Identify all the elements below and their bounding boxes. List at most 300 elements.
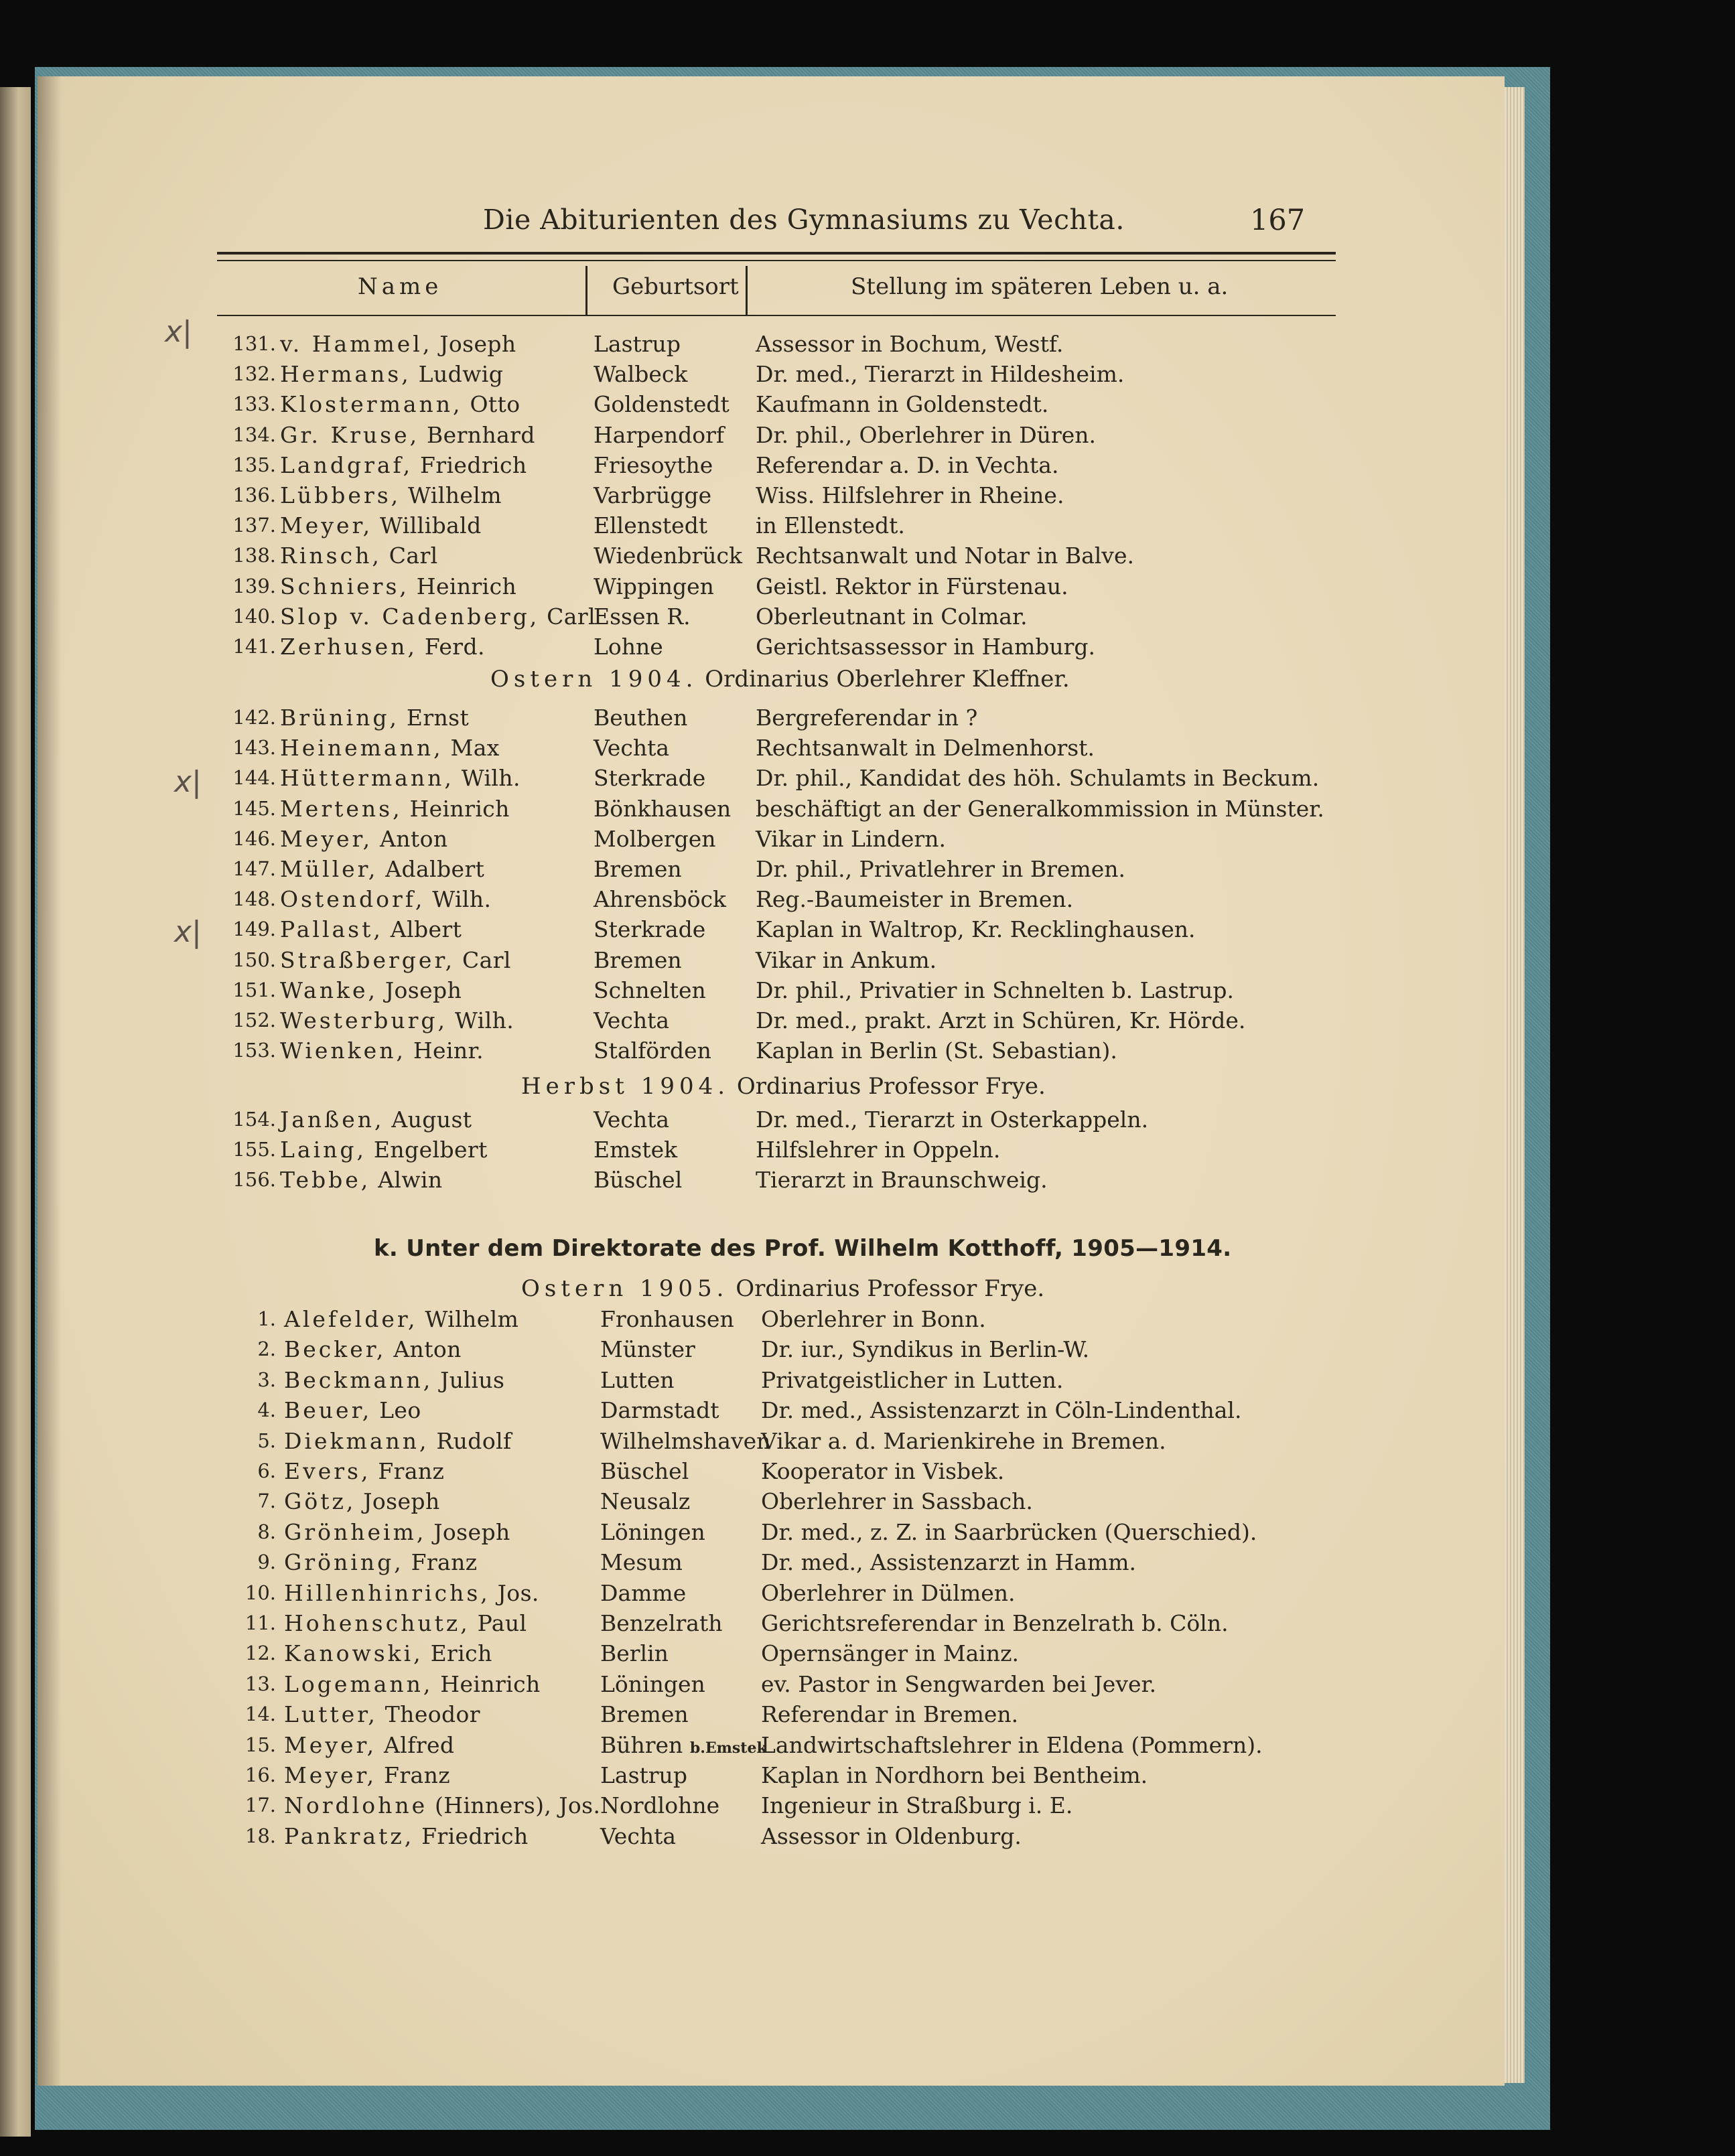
entry-number: 9. xyxy=(257,1551,276,1574)
entry-birthplace xyxy=(594,796,731,822)
table-row xyxy=(38,916,1478,946)
entry-birthplace xyxy=(600,1792,719,1818)
page-number: 167 xyxy=(1250,204,1306,237)
entry-birthplace-text: Vechta xyxy=(594,1106,670,1133)
entry-name xyxy=(280,977,462,1003)
entry-surname: Laing, xyxy=(280,1137,367,1163)
entry-given-name: Ernst xyxy=(406,705,470,731)
table-row xyxy=(38,705,1478,734)
entry-given-name: Erich xyxy=(430,1640,492,1667)
entry-birthplace xyxy=(594,1037,711,1064)
entry-birthplace xyxy=(600,1519,705,1545)
entry-birthplace xyxy=(594,482,711,508)
entry-given-name: Rudolf xyxy=(436,1427,512,1454)
column-divider xyxy=(585,266,587,315)
entry-position: Vikar in Ankum. xyxy=(756,946,937,973)
entry-number: 151. xyxy=(232,978,276,1001)
table-row xyxy=(38,1306,1478,1336)
entry-position: Oberleutnant in Colmar. xyxy=(756,603,1028,630)
entry-position: Kaplan in Berlin (St. Sebastian). xyxy=(756,1037,1117,1064)
entry-name xyxy=(284,1397,421,1423)
entry-position: Vikar in Lindern. xyxy=(756,825,946,852)
entry-birthplace-text: Schnelten xyxy=(594,977,706,1003)
entry-name xyxy=(280,916,462,942)
entry-given-name: Paul xyxy=(477,1610,527,1636)
entry-position: Dr. med., Tierarzt in Hildesheim. xyxy=(756,361,1125,388)
entry-birthplace-text: Bremen xyxy=(594,856,682,882)
entry-name xyxy=(284,1792,600,1818)
entry-birthplace xyxy=(600,1732,767,1758)
entry-birthplace-text: Vechta xyxy=(594,1007,670,1033)
entry-birthplace xyxy=(594,765,705,791)
entry-birthplace xyxy=(594,331,681,357)
table-row xyxy=(38,977,1478,1007)
entry-birthplace xyxy=(594,886,726,912)
table-row xyxy=(38,826,1478,855)
entry-position: Oberlehrer in Bonn. xyxy=(761,1306,986,1332)
entry-position: Rechtsanwalt und Notar in Balve. xyxy=(756,543,1134,569)
entry-name xyxy=(280,886,491,912)
entry-number: 145. xyxy=(232,796,276,820)
entry-name xyxy=(284,1671,541,1697)
entry-birthplace-text: Bremen xyxy=(594,946,682,973)
entry-surname: Evers, xyxy=(284,1458,371,1484)
entry-name xyxy=(284,1762,450,1788)
entry-name xyxy=(280,735,500,761)
entry-birthplace-text: Ahrensböck xyxy=(594,886,727,913)
entry-birthplace-text: Darmstadt xyxy=(600,1397,719,1424)
entry-surname: Wienken, xyxy=(280,1037,406,1064)
entry-surname: Straßberger, xyxy=(280,946,456,973)
entry-position: Bergreferendar in ? xyxy=(756,705,978,731)
entry-birthplace-text: Benzelrath xyxy=(600,1610,723,1636)
entry-position: Geistl. Rektor in Fürstenau. xyxy=(756,573,1068,599)
entry-given-name: Carl xyxy=(547,603,596,630)
entry-surname: Lutter, xyxy=(284,1701,378,1728)
entry-birthplace xyxy=(594,634,663,660)
term-season: Ostern 1904. xyxy=(490,666,698,693)
term-heading-ostern-1905 xyxy=(521,1275,1044,1302)
pencil-margin-mark: x| xyxy=(165,315,192,349)
entry-birthplace-text: Wilhelmshaven xyxy=(600,1427,771,1454)
entry-position: Dr. med., Assistenzarzt in Cöln-Lindenthal. xyxy=(761,1397,1242,1424)
entry-given-name: Heinr. xyxy=(413,1037,484,1064)
entry-surname: Slop v. Cadenberg, xyxy=(280,603,540,630)
entry-given-name: Joseph xyxy=(363,1488,440,1515)
entry-position: Ingenieur in Straßburg i. E. xyxy=(761,1792,1073,1819)
entry-name xyxy=(284,1488,440,1514)
table-row xyxy=(38,1428,1478,1457)
entry-surname: Nordlohne xyxy=(284,1792,428,1819)
entry-birthplace xyxy=(594,1137,677,1163)
entry-position: Referendar a. D. in Vechta. xyxy=(756,451,1059,478)
entry-surname: Westerburg, xyxy=(280,1007,448,1033)
table-row xyxy=(38,512,1478,542)
entry-name xyxy=(284,1367,504,1393)
entry-birthplace-text: Lohne xyxy=(594,634,663,660)
entry-number: 148. xyxy=(232,887,276,911)
entry-number: 142. xyxy=(232,706,276,729)
entry-number: 147. xyxy=(232,857,276,880)
table-row xyxy=(38,391,1478,421)
entry-given-name: Franz xyxy=(384,1762,451,1788)
table-row xyxy=(38,1610,1478,1640)
entry-surname: Diekmann, xyxy=(284,1427,429,1454)
entry-number: 136. xyxy=(232,484,276,506)
entry-surname: Hüttermann, xyxy=(280,765,454,792)
entry-name xyxy=(280,482,502,508)
table-row xyxy=(38,1137,1478,1166)
entry-given-name: (Hinners), Jos. xyxy=(435,1792,601,1819)
entry-surname: Rinsch, xyxy=(280,543,382,569)
entry-number: 156. xyxy=(232,1168,276,1192)
table-row xyxy=(38,1792,1478,1822)
entry-position: Gerichtsreferendar in Benzelrath b. Cöln. xyxy=(761,1610,1229,1636)
entry-surname: Meyer, xyxy=(284,1762,377,1788)
entry-surname: Lübbers, xyxy=(280,482,401,508)
entry-name xyxy=(280,1137,488,1163)
table-row xyxy=(38,452,1478,482)
entry-number: 18. xyxy=(245,1824,276,1847)
entry-birthplace xyxy=(600,1762,687,1788)
entry-position: beschäftigt an der Generalkommission in Münster. xyxy=(756,795,1324,822)
entry-surname: Hohenschutz, xyxy=(284,1610,470,1636)
entry-given-name: Friedrich xyxy=(419,451,527,478)
entry-position: Dr. iur., Syndikus in Berlin-W. xyxy=(761,1336,1090,1363)
entry-given-name: Friedrich xyxy=(421,1822,529,1849)
entry-birthplace-text: Mesum xyxy=(600,1549,683,1576)
entry-birthplace xyxy=(600,1549,683,1575)
term-heading-herbst-1904 xyxy=(521,1073,1046,1100)
entry-position: Kaplan in Waltrop, Kr. Recklinghausen. xyxy=(756,916,1196,943)
entry-birthplace-text: Bühren xyxy=(600,1731,683,1758)
entry-given-name: Franz xyxy=(378,1458,445,1484)
entry-number: 155. xyxy=(232,1138,276,1161)
entry-number: 154. xyxy=(232,1108,276,1131)
entry-birthplace-text: Goldenstedt xyxy=(594,391,730,418)
table-row xyxy=(38,1106,1478,1136)
entry-number: 8. xyxy=(257,1520,276,1543)
entry-birthplace xyxy=(594,543,742,569)
entry-birthplace-text: Fronhausen xyxy=(600,1306,734,1332)
entry-given-name: Carl xyxy=(389,543,438,569)
column-header-position: Stellung im späteren Leben u. a. xyxy=(851,273,1229,300)
entry-position: Rechtsanwalt in Delmenhorst. xyxy=(756,735,1095,762)
entry-name xyxy=(280,603,596,630)
entry-birthplace xyxy=(594,1167,682,1193)
entry-position: Vikar a. d. Marienkirehe in Bremen. xyxy=(761,1427,1166,1454)
entry-birthplace-text: Bremen xyxy=(600,1701,689,1728)
running-head: Die Abiturienten des Gymnasiums zu Vechta. xyxy=(483,204,1125,236)
entry-surname: Becker, xyxy=(284,1336,387,1363)
entry-given-name: Joseph xyxy=(439,331,516,357)
entry-surname: Hermans, xyxy=(280,361,411,388)
entry-birthplace xyxy=(594,826,716,852)
entry-given-name: Otto xyxy=(470,391,520,418)
entry-surname: Wanke, xyxy=(280,977,378,1003)
entry-number: 139. xyxy=(232,574,276,597)
entry-number: 133. xyxy=(232,392,276,416)
entry-birthplace xyxy=(594,391,730,417)
entry-surname: Grönheim, xyxy=(284,1518,427,1545)
entry-name xyxy=(284,1732,454,1758)
entry-given-name: Joseph xyxy=(385,977,462,1003)
entry-birthplace xyxy=(594,705,687,731)
table-row xyxy=(38,482,1478,512)
entry-name xyxy=(284,1428,512,1454)
table-row xyxy=(38,1519,1478,1549)
header-rule-thick xyxy=(217,252,1336,255)
column-header-name: Name xyxy=(358,273,443,300)
table-row xyxy=(38,573,1478,603)
entry-number: 2. xyxy=(257,1338,276,1361)
entry-name xyxy=(284,1701,480,1727)
table-row xyxy=(38,422,1478,451)
entry-number: 140. xyxy=(232,604,276,628)
entry-given-name: Jos. xyxy=(497,1579,539,1606)
entry-birthplace xyxy=(594,856,682,882)
entry-name xyxy=(280,765,520,791)
section-heading-k: k. Unter dem Direktorate des Prof. Wilhelm Kotthoff, 1905—1914. xyxy=(374,1235,1232,1262)
table-row xyxy=(38,947,1478,977)
entry-birthplace xyxy=(600,1671,705,1697)
entry-birthplace-text: Walbeck xyxy=(594,361,688,388)
table-row xyxy=(38,1458,1478,1488)
entry-birthplace-text: Vechta xyxy=(600,1822,677,1849)
entry-birthplace xyxy=(594,452,713,478)
entry-given-name: Heinrich xyxy=(440,1670,541,1697)
entry-birthplace-text: Wippingen xyxy=(594,573,714,599)
entry-surname: Logemann, xyxy=(284,1670,433,1697)
column-header-birthplace: Geburtsort xyxy=(612,273,739,300)
entry-position: Tierarzt in Braunschweig. xyxy=(756,1167,1048,1194)
entry-name xyxy=(284,1336,462,1362)
entry-birthplace xyxy=(600,1640,669,1666)
table-row xyxy=(38,1580,1478,1609)
entry-surname: Heinemann, xyxy=(280,735,443,762)
entry-number: 143. xyxy=(232,736,276,760)
entry-given-name: Wilh. xyxy=(454,1007,514,1033)
entry-given-name: Anton xyxy=(393,1336,462,1363)
entry-name xyxy=(280,796,510,822)
table-row xyxy=(38,1007,1478,1037)
term-heading-ostern-1904 xyxy=(490,666,1070,693)
entry-surname: Müller, xyxy=(280,856,378,882)
table-row xyxy=(38,1671,1478,1701)
entry-number: 149. xyxy=(232,918,276,941)
entry-surname: Klostermann, xyxy=(280,391,463,418)
entry-given-name: Max xyxy=(450,735,500,762)
entry-birthplace xyxy=(600,1488,690,1514)
table-row xyxy=(38,765,1478,794)
entry-surname: Ostendorf, xyxy=(280,886,425,913)
table-row xyxy=(38,1823,1478,1853)
entry-birthplace-text: Vechta xyxy=(594,735,670,762)
entry-birthplace-text: Essen R. xyxy=(594,603,691,630)
entry-number: 4. xyxy=(257,1398,276,1422)
entry-number: 131. xyxy=(232,332,276,355)
entry-position: Dr. med., prakt. Arzt in Schüren, Kr. Hörde. xyxy=(756,1007,1246,1033)
entry-birthplace-note: b.Emstek xyxy=(689,1739,767,1757)
entry-number: 12. xyxy=(245,1642,276,1665)
term-season: Ostern 1905. xyxy=(521,1275,729,1302)
entry-birthplace-text: Neusalz xyxy=(600,1488,691,1515)
entry-name xyxy=(280,573,516,599)
entry-name xyxy=(280,856,484,882)
entry-given-name: Carl xyxy=(462,946,511,973)
entry-given-name: August xyxy=(391,1106,472,1133)
entry-surname: Alefelder, xyxy=(284,1306,418,1332)
header-rule-bottom xyxy=(217,315,1336,316)
entry-number: 14. xyxy=(245,1703,276,1726)
entry-given-name: Theodor xyxy=(385,1701,480,1728)
entry-name xyxy=(284,1549,478,1575)
entry-number: 1. xyxy=(257,1307,276,1330)
entry-number: 141. xyxy=(232,635,276,658)
entry-birthplace-text: Sterkrade xyxy=(594,916,706,943)
entry-surname: Pankratz, xyxy=(284,1822,415,1849)
entry-given-name: Heinrich xyxy=(416,573,517,599)
table-row xyxy=(38,1701,1478,1731)
entry-birthplace-text: Harpendorf xyxy=(594,421,725,448)
entry-given-name: Heinrich xyxy=(409,795,510,822)
entry-position: Oberlehrer in Dülmen. xyxy=(761,1579,1016,1606)
entry-surname: Beckmann, xyxy=(284,1366,433,1393)
entry-birthplace-text: Büschel xyxy=(600,1458,689,1484)
table-row xyxy=(38,886,1478,916)
entry-name xyxy=(280,634,485,660)
entry-name xyxy=(284,1823,529,1849)
entry-number: 153. xyxy=(232,1039,276,1062)
entry-name xyxy=(280,543,438,569)
entry-name xyxy=(280,391,520,417)
entry-position: Kaufmann in Goldenstedt. xyxy=(756,391,1049,418)
entry-name xyxy=(280,1007,514,1033)
entry-birthplace-text: Lastrup xyxy=(594,331,681,357)
table-row xyxy=(38,361,1478,390)
entry-given-name: Alfred xyxy=(384,1731,455,1758)
entry-birthplace-text: Löningen xyxy=(600,1518,705,1545)
entry-position: ev. Pastor in Sengwarden bei Jever. xyxy=(761,1670,1157,1697)
entry-position: Reg.-Baumeister in Bremen. xyxy=(756,886,1074,913)
table-row xyxy=(38,1336,1478,1366)
entry-position: Referendar in Bremen. xyxy=(761,1701,1019,1728)
entry-surname: Schniers, xyxy=(280,573,409,599)
entry-given-name: Adalbert xyxy=(385,856,485,882)
table-row xyxy=(38,1397,1478,1427)
table-row xyxy=(38,1367,1478,1396)
entry-birthplace xyxy=(600,1701,689,1727)
entry-number: 137. xyxy=(232,514,276,537)
entry-number: 7. xyxy=(257,1490,276,1513)
entry-birthplace xyxy=(600,1336,695,1362)
entry-given-name: Ludwig xyxy=(418,361,504,388)
entry-birthplace xyxy=(600,1397,719,1423)
entry-given-name: Alwin xyxy=(378,1167,443,1194)
facing-page-edge xyxy=(0,87,31,2137)
entry-number: 16. xyxy=(245,1764,276,1786)
entry-birthplace-text: Damme xyxy=(600,1579,687,1606)
entry-position: Dr. phil., Privatier in Schnelten b. Lastrup. xyxy=(756,977,1235,1003)
entry-surname: Meyer, xyxy=(280,825,373,852)
entry-surname: Landgraf, xyxy=(280,451,413,478)
entry-name xyxy=(280,705,469,731)
table-row xyxy=(38,1732,1478,1762)
entry-birthplace-text: Stalförden xyxy=(594,1037,711,1064)
entry-birthplace-text: Sterkrade xyxy=(594,765,706,792)
entry-birthplace xyxy=(594,1007,669,1033)
entry-number: 146. xyxy=(232,827,276,850)
table-row xyxy=(38,1762,1478,1792)
entry-birthplace-text: Friesoythe xyxy=(594,451,713,478)
pencil-margin-mark: x| xyxy=(174,765,202,799)
entry-birthplace xyxy=(594,947,682,973)
entry-given-name: Bernhard xyxy=(427,421,535,448)
entry-surname: Mertens, xyxy=(280,795,403,822)
entry-number: 152. xyxy=(232,1009,276,1031)
entry-given-name: Anton xyxy=(380,825,448,852)
entry-birthplace xyxy=(600,1580,686,1606)
entry-given-name: Engelbert xyxy=(373,1137,488,1163)
entry-birthplace-text: Bönkhausen xyxy=(594,795,732,822)
term-season: Herbst 1904. xyxy=(521,1073,730,1100)
entry-name xyxy=(280,452,527,478)
entry-name xyxy=(280,826,448,852)
entry-number: 150. xyxy=(232,948,276,971)
entry-number: 138. xyxy=(232,544,276,567)
entry-given-name: Wilhelm xyxy=(425,1306,519,1332)
entry-birthplace xyxy=(594,361,687,387)
entry-surname: Meyer, xyxy=(284,1731,377,1758)
entry-birthplace xyxy=(600,1428,770,1454)
entry-number: 11. xyxy=(245,1611,276,1634)
entry-number: 134. xyxy=(232,423,276,446)
entry-position: Oberlehrer in Sassbach. xyxy=(761,1488,1033,1515)
entry-name xyxy=(280,512,482,538)
entry-given-name: Leo xyxy=(379,1397,421,1424)
table-row xyxy=(38,543,1478,572)
entry-birthplace xyxy=(600,1610,722,1636)
entry-position: Kaplan in Nordhorn bei Bentheim. xyxy=(761,1762,1148,1788)
entry-name xyxy=(280,1106,472,1133)
entry-name xyxy=(280,1167,443,1193)
entry-position: Dr. phil., Kandidat des höh. Schulamts in Beckum. xyxy=(756,765,1320,792)
entry-birthplace-text: Emstek xyxy=(594,1137,678,1163)
entry-birthplace-text: Nordlohne xyxy=(600,1792,720,1819)
entry-number: 13. xyxy=(245,1672,276,1695)
entry-position: Dr. med., z. Z. in Saarbrücken (Querschied). xyxy=(761,1518,1257,1545)
entry-name xyxy=(280,361,503,387)
entry-position: Hilfslehrer in Oppeln. xyxy=(756,1137,1001,1163)
entry-birthplace xyxy=(600,1306,734,1332)
entry-birthplace xyxy=(594,603,691,630)
entry-surname: Meyer, xyxy=(280,512,373,539)
entry-position: in Ellenstedt. xyxy=(756,512,905,539)
entry-surname: Götz, xyxy=(284,1488,356,1515)
entry-name xyxy=(280,947,511,973)
entry-position: Privatgeistlicher in Lutten. xyxy=(761,1366,1064,1393)
entry-birthplace xyxy=(594,916,705,942)
entry-position: Wiss. Hilfslehrer in Rheine. xyxy=(756,482,1064,508)
header-rule-thin xyxy=(217,260,1336,261)
entry-birthplace xyxy=(594,735,669,761)
entry-surname: Beuer, xyxy=(284,1397,372,1424)
table-row xyxy=(38,1549,1478,1579)
entry-name xyxy=(280,1037,484,1064)
entry-name xyxy=(284,1458,444,1484)
entry-birthplace xyxy=(600,1367,674,1393)
entry-surname: Pallast, xyxy=(280,916,383,943)
